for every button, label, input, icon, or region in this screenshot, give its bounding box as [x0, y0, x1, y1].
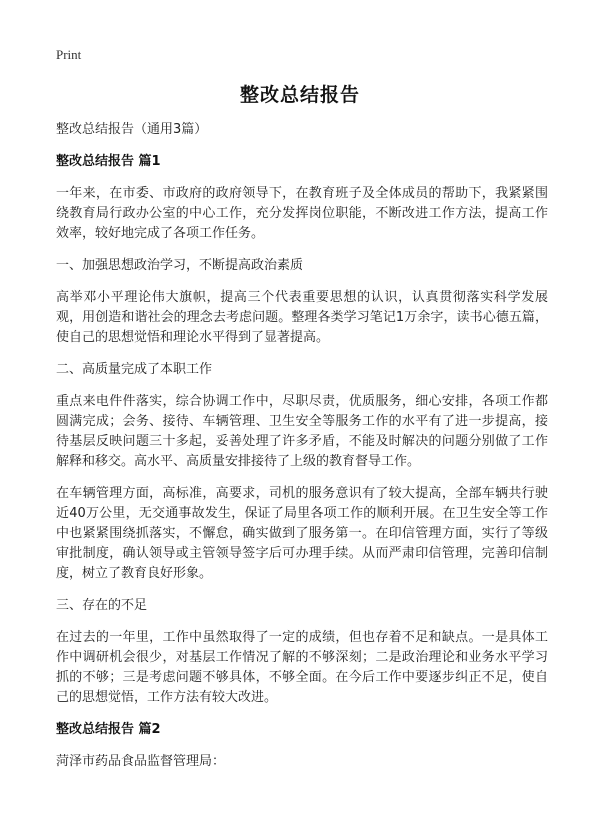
paragraph-duties: 重点来电件件落实，综合协调工作中，尽职尽责，优质服务，细心安排，各项工作都圆满完成；会务、接待、车辆管理、卫生安全等服务工作的水平有了进一步提高，接待基层反映问题三十多起，妥善处理了许多矛盾，不能及时解决的问题分别做了工作解释和移交。高水平、高质量安排接待了上级的教育督导工作。	[56, 394, 548, 469]
document-subtitle: 整改总结报告（通用3篇）	[56, 122, 208, 137]
print-label[interactable]: Print	[56, 47, 82, 62]
document-title: 整改总结报告	[239, 84, 360, 106]
sub-heading-duties: 二、高质量完成了本职工作	[56, 362, 213, 377]
paragraph-addressee: 菏泽市药品食品监督管理局：	[56, 754, 226, 769]
paragraph-political-study: 高举邓小平理论伟大旗帜，提高三个代表重要思想的认识，认真贯彻落实科学发展观，用创造和谐社会的理念去考虑问题。整理各类学习笔记1万余字，读书心德五篇，使自己的思想觉悟和理论水平得到了显著提高。	[56, 290, 548, 345]
section-heading-2: 整改总结报告 篇2	[56, 722, 161, 737]
sub-heading-shortcomings: 三、存在的不足	[56, 598, 148, 613]
paragraph-shortcomings: 在过去的一年里，工作中虽然取得了一定的成绩，但也存着不足和缺点。一是具体工作中调研机会很少，对基层工作情况了解的不够深刻；二是政治理论和业务水平学习抓的不够；三是考虑问题不够具体，不够全面。在今后工作中要逐步纠正不足，使自己的思想觉悟，工作方法有较大改进。	[56, 630, 548, 705]
paragraph-vehicle-management: 在车辆管理方面，高标准，高要求，司机的服务意识有了较大提高，全部车辆共行驶近40万公里，无交通事故发生，保证了局里各项工作的顺利开展。在卫生安全等工作中也紧紧围绕抓落实，不懈怠，确实做到了服务第一。在印信管理方面，实行了等级审批制度，确认领导或主管领导签字后可办理手续。从而严肃印信管理，完善印信制度，树立了教育良好形象。	[56, 486, 548, 581]
section-heading-1: 整改总结报告 篇1	[56, 154, 161, 169]
document-body	[56, 120, 548, 784]
paragraph-intro: 一年来，在市委、市政府的政府领导下，在教育班子及全体成员的帮助下，我紧紧围绕教育局行政办公室的中心工作，充分发挥岗位职能，不断改进工作方法，提高工作效率，较好地完成了各项工作任务。	[56, 186, 548, 241]
sub-heading-political-study: 一、加强思想政治学习，不断提高政治素质	[56, 258, 304, 273]
